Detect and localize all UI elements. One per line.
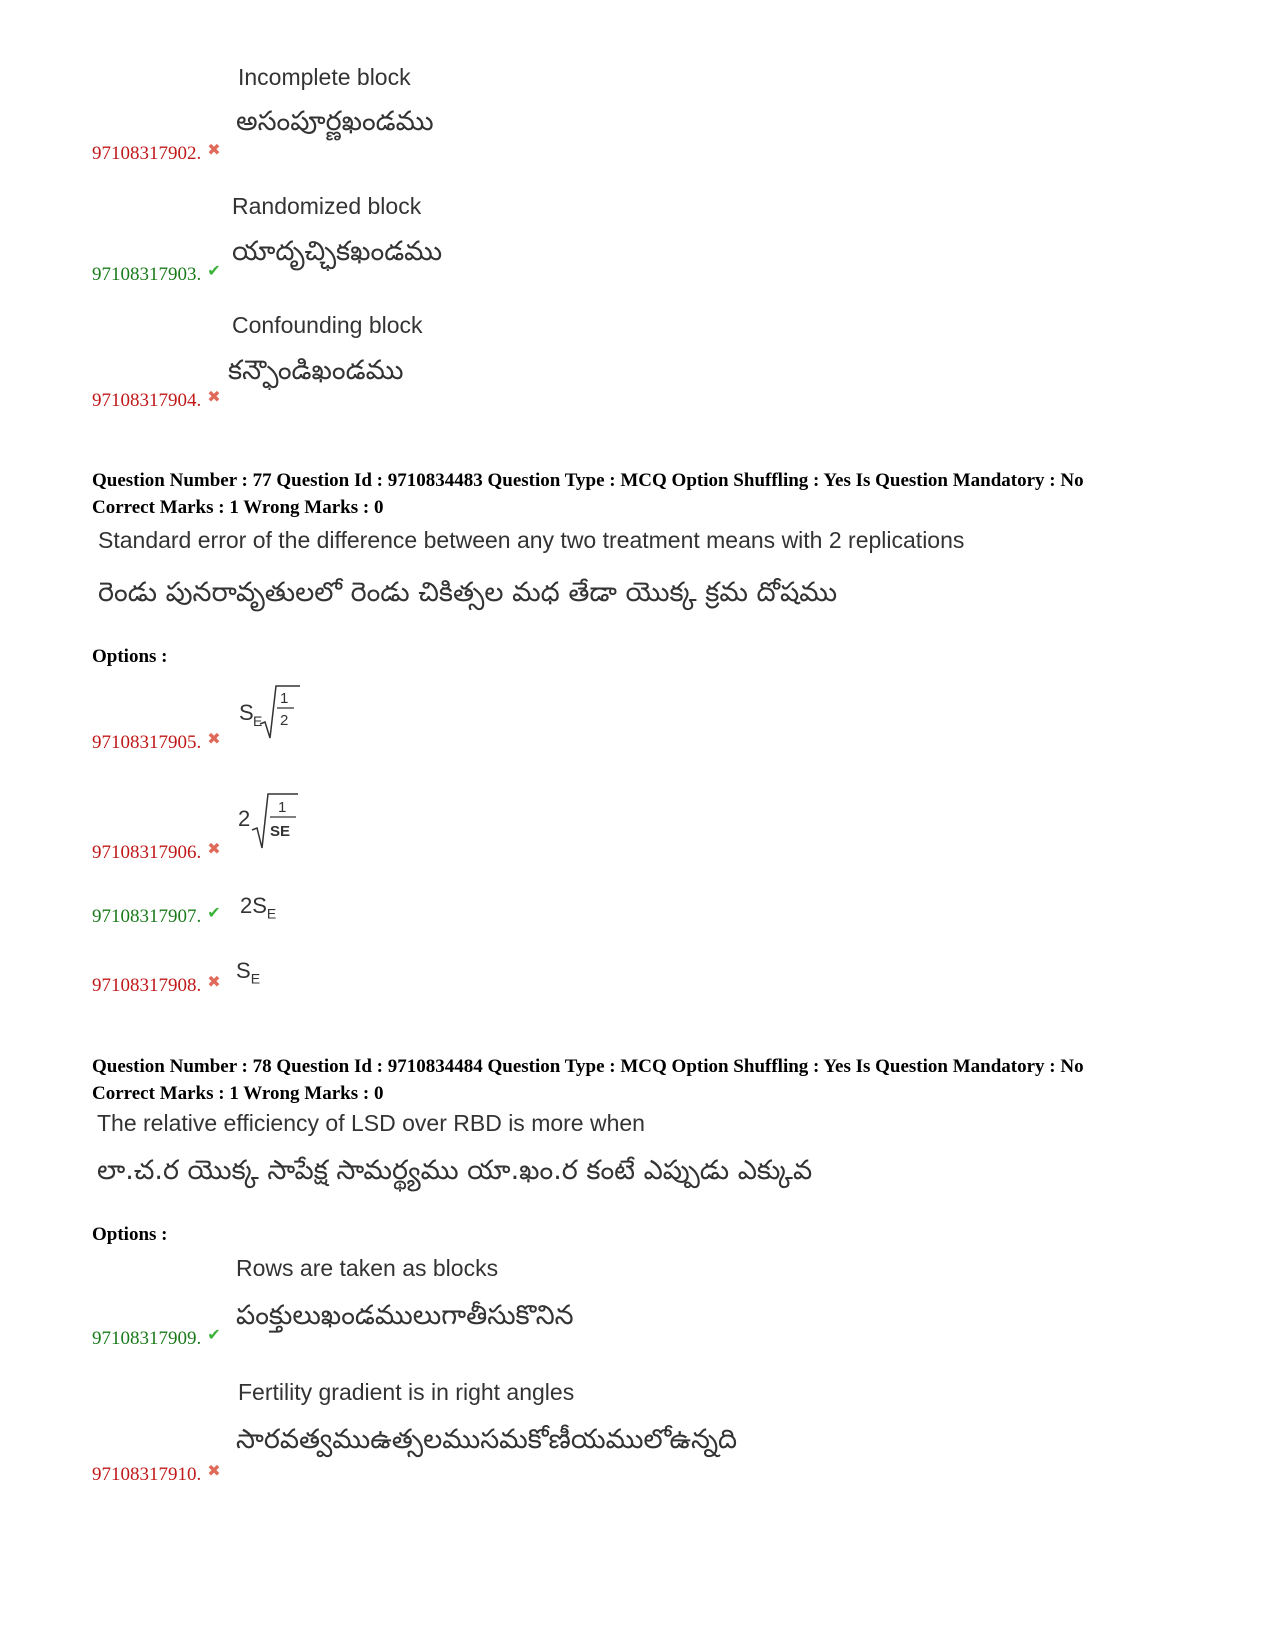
formula-2-sqrt-1-over-se — [236, 788, 306, 852]
q77-options-label: Options : — [92, 646, 168, 667]
option-909-number: 97108317909. — [92, 1328, 202, 1349]
option-902-number: 97108317902. — [92, 143, 202, 164]
fraction-denominator: 2 — [280, 712, 289, 729]
formula-se — [236, 958, 260, 986]
option-910-number: 97108317910. — [92, 1464, 202, 1485]
q77-header — [92, 467, 1084, 521]
q78-question-te: లా.చ.ర యొక్క సాపేక్ష సామర్థ్యము యా.ఖం.ర కంటే ఎప్పుడు ఎక్కువ — [97, 1155, 813, 1186]
cross-icon: ✖ — [207, 972, 221, 991]
formula-se-sqrt-half — [236, 680, 306, 742]
option-905-number: 97108317905. — [92, 732, 202, 753]
q77-question-te: రెండు పునరావృతులలో రెండు చికిత్సల మధ తేడా యొక్క క్రమ దోషము — [98, 577, 838, 608]
option-909-id — [92, 1325, 221, 1350]
cross-icon: ✖ — [207, 140, 221, 159]
option-904-number: 97108317904. — [92, 390, 202, 411]
option-903-te: యాదృచ్ఛికఖండము — [232, 236, 443, 267]
cross-icon: ✖ — [207, 729, 221, 748]
q78-question-en: The relative efficiency of LSD over RBD is more when — [97, 1110, 645, 1136]
option-907-number: 97108317907. — [92, 906, 202, 927]
formula-sub: E — [266, 905, 277, 922]
option-910-id — [92, 1461, 221, 1486]
option-908-id — [92, 972, 221, 997]
option-905-id — [92, 729, 221, 754]
option-910-en: Fertility gradient is in right angles — [238, 1379, 575, 1405]
q77-header-line1: Question Number : 77 Question Id : 9710834483 Question Type : MCQ Option Shuffling : Yes Is Question Mandatory : No — [92, 470, 1084, 491]
formula-coefficient: 2 — [238, 806, 251, 831]
option-903-id — [92, 261, 221, 286]
option-904-en: Confounding block — [232, 312, 423, 338]
formula-2se — [240, 893, 276, 921]
formula-main: S — [236, 958, 251, 983]
cross-icon: ✖ — [207, 387, 221, 406]
q78-options-label: Options : — [92, 1224, 168, 1245]
option-904-te: కన్ఫౌండిఖండము — [228, 355, 404, 386]
option-906-id — [92, 839, 221, 864]
formula-sub: E — [250, 970, 261, 987]
option-902-id — [92, 140, 221, 165]
option-909-te: పంక్తులుఖండములుగాతీసుకొనిన — [236, 1300, 574, 1331]
option-908-number: 97108317908. — [92, 975, 202, 996]
q78-header-line1: Question Number : 78 Question Id : 9710834484 Question Type : MCQ Option Shuffling : Yes Is Question Mandatory : No — [92, 1056, 1084, 1077]
q78-header — [92, 1053, 1084, 1107]
option-903-en: Randomized block — [232, 193, 422, 219]
cross-icon: ✖ — [207, 839, 221, 858]
option-902-te: అసంపూర్ణఖండము — [236, 106, 434, 137]
q78-header-line2: Correct Marks : 1 Wrong Marks : 0 — [92, 1083, 384, 1104]
option-907-id — [92, 903, 221, 928]
option-906-number: 97108317906. — [92, 842, 202, 863]
fraction-denominator: SE — [270, 823, 291, 840]
check-icon: ✔ — [207, 1325, 221, 1344]
option-903-number: 97108317903. — [92, 264, 202, 285]
option-904-id — [92, 387, 221, 412]
formula-sub-e: E — [253, 713, 263, 729]
fraction-numerator: 1 — [278, 799, 287, 816]
q77-question-en: Standard error of the difference between any two treatment means with 2 replications — [98, 527, 965, 553]
check-icon: ✔ — [207, 261, 221, 280]
option-910-te: సారవత్వముఉత్సలముసమకోణీయములోఉన్నది — [236, 1424, 738, 1455]
option-902-en: Incomplete block — [238, 64, 411, 90]
formula-main: 2S — [240, 893, 267, 918]
formula-s: S — [239, 700, 254, 725]
check-icon: ✔ — [207, 903, 221, 922]
q77-header-line2: Correct Marks : 1 Wrong Marks : 0 — [92, 497, 384, 518]
cross-icon: ✖ — [207, 1461, 221, 1480]
option-909-en: Rows are taken as blocks — [236, 1255, 499, 1281]
fraction-numerator: 1 — [280, 690, 289, 707]
